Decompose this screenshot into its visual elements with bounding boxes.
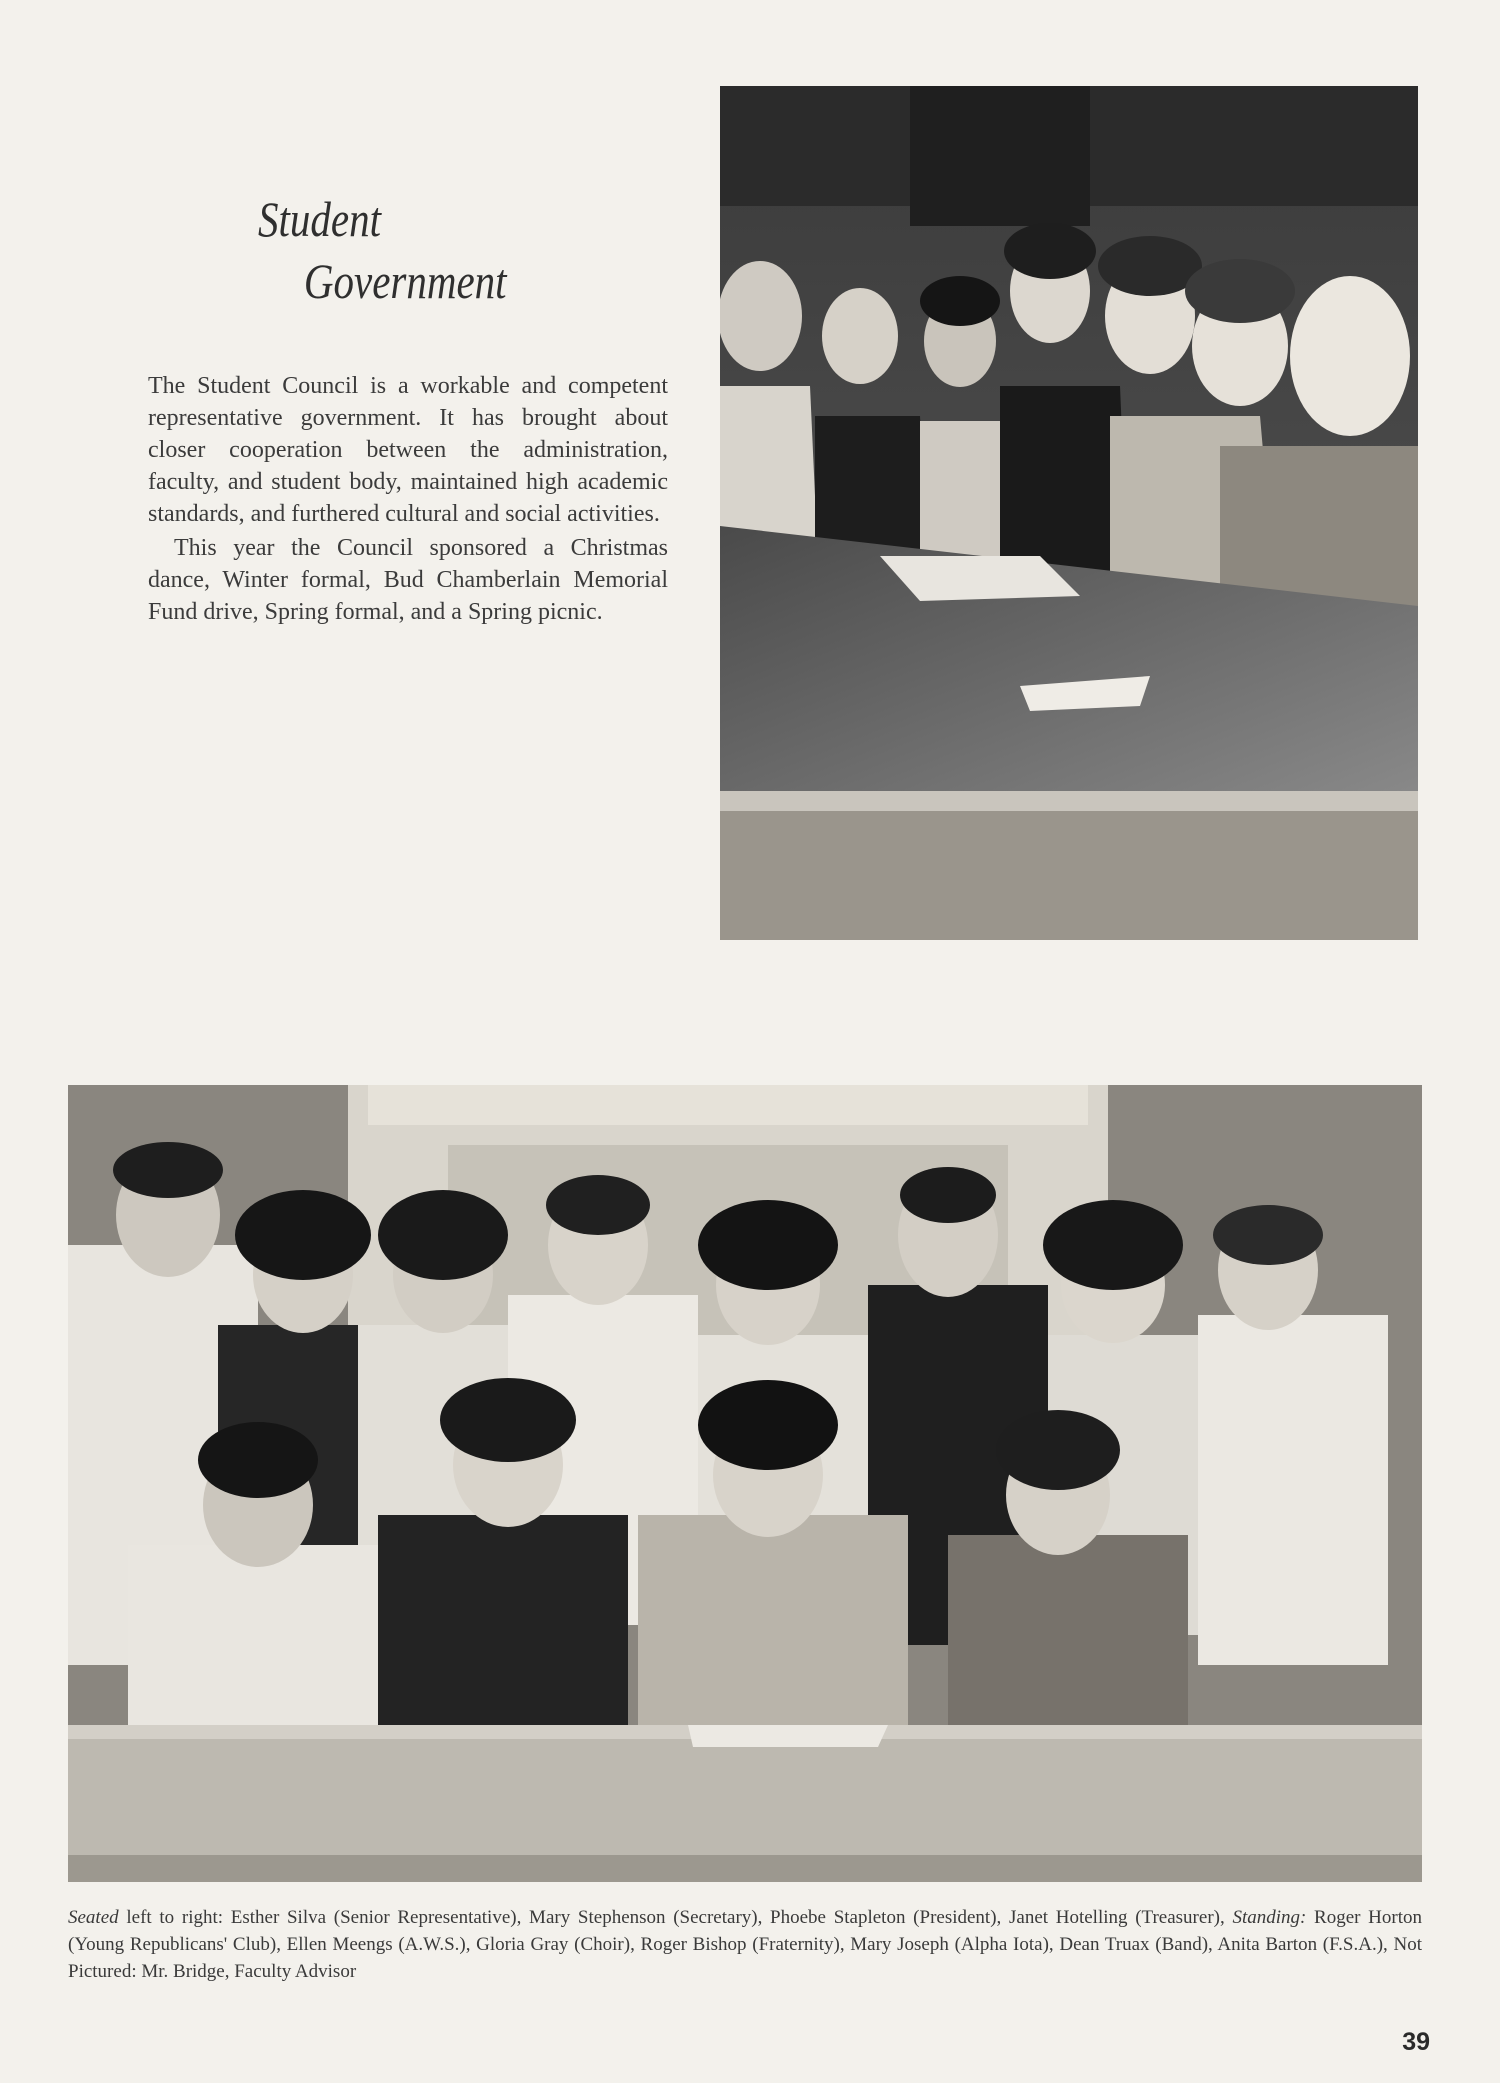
caption-standing-label: Standing: [1232, 1907, 1307, 1928]
photo-caption [68, 1904, 1422, 1985]
title-line-2: Government [303, 253, 507, 309]
group-photo-image [68, 1085, 1422, 1882]
caption-seated-label: Seated [68, 1907, 119, 1928]
intro-paragraph-2: This year the Council sponsored a Christmas dance, Winter formal, Bud Chamberlain Memorial Fund drive, Spring formal, and a Spring picnic. [148, 535, 668, 625]
meeting-photo-image [720, 86, 1418, 940]
caption-seated-text: left to right: Esther Silva (Senior Representative), Mary Stephenson (Secretary), Phoebe Stapleton (President), Janet Hotelling (Treasurer), [118, 1907, 1233, 1928]
page-number: 39 [1402, 2028, 1430, 2056]
group-photo [68, 1085, 1422, 1882]
title-line-1: Student [258, 191, 381, 247]
intro-text [148, 370, 668, 628]
meeting-photo [720, 86, 1418, 940]
page-title [258, 188, 507, 312]
intro-paragraph-1: The Student Council is a workable and competent representative government. It has brought about closer cooperation between the administration, faculty, and student body, maintained high academic standards, and furthered cultural and social activities. [148, 373, 668, 527]
caption-standing-text: Roger Horton (Young Republicans' Club), Ellen Meengs (A.W.S.), Gloria Gray (Choir), Roger Bishop (Fraternity), Mary Joseph (Alpha Iota), Dean Truax (Band), Anita Barton (F.S.A.), Not Pictured: Mr. Bridge, Faculty Advisor [68, 1907, 1422, 1982]
